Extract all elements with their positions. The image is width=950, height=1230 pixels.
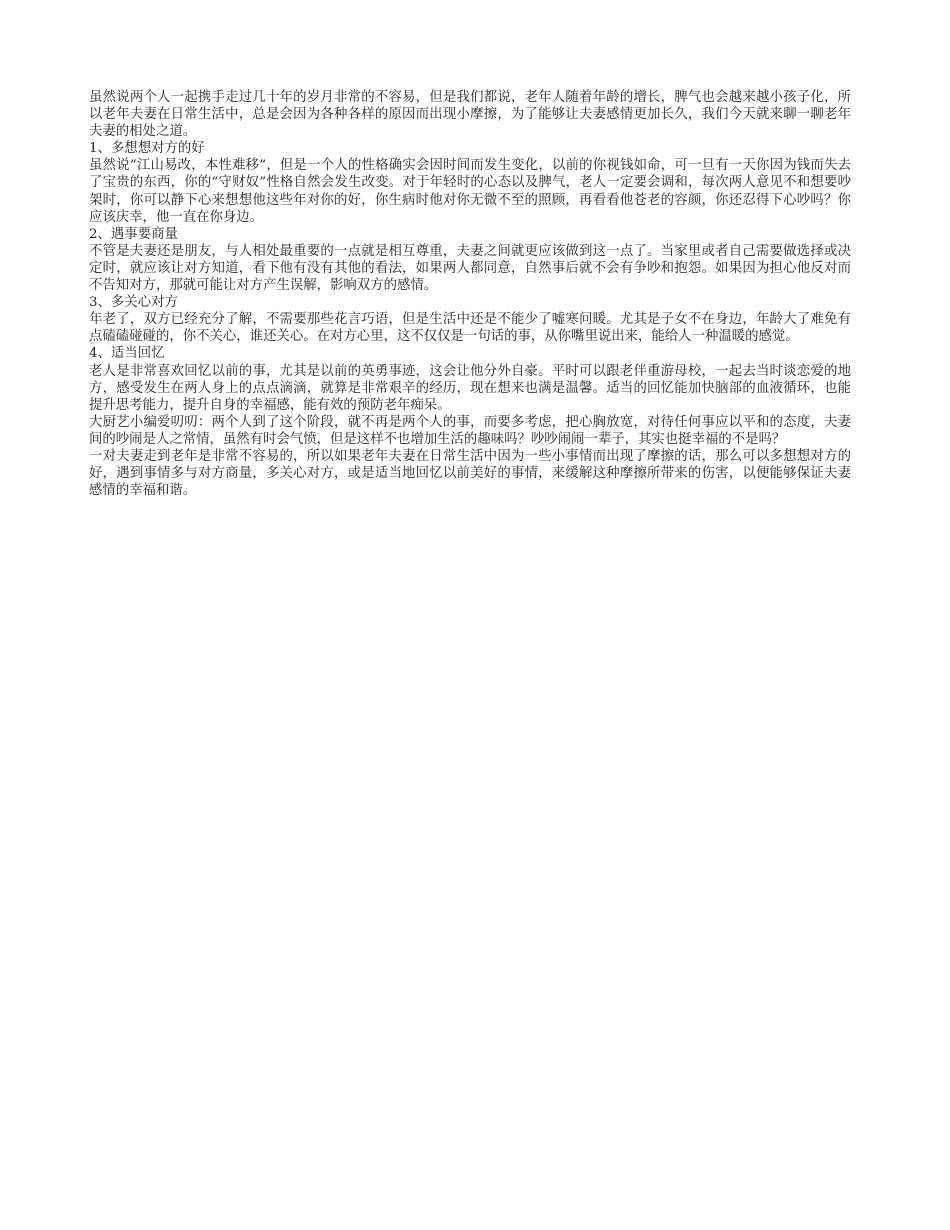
section-heading-4: 4、适当回忆	[89, 346, 165, 362]
section-heading-3: 3、多关心对方	[89, 295, 178, 311]
section-body-1: 虽然说“江山易改，本性难移”，但是一个人的性格确实会因时间而发生变化，以前的你视钱如命，可一旦有一天你因为钱而失去了宝贵的东西，你的“守财奴”性格自然会发生改变。对于年轻时的心态以及脾气，老人一定要会调和，每次两人意见不和想要吵架时，你可以静下心来想想他这些年对你的好，你生病时他对你无微不至的照顾，再看看他苍老的容颜，你还忍得下心吵吗？你应该庆幸，他一直在你身边。	[89, 158, 851, 225]
section-heading-2: 2、遇事要商量	[89, 226, 178, 242]
article-body	[89, 89, 851, 499]
section-heading-1: 1、多想想对方的好	[89, 141, 205, 157]
section-body-3: 年老了，双方已经充分了解，不需要那些花言巧语，但是生活中还是不能少了嘘寒问暖。尤其是子女不在身边，年龄大了难免有点磕磕碰碰的，你不关心，谁还关心。在对方心里，这不仅仅是一句话的事，从你嘴里说出来，能给人一种温暖的感觉。	[89, 312, 851, 345]
section-body-2: 不管是夫妻还是朋友，与人相处最重要的一点就是相互尊重，夫妻之间就更应该做到这一点了。当家里或者自己需要做选择或决定时，就应该让对方知道，看下他有没有其他的看法，如果两人都同意，自然事后就不会有争吵和抱怨。如果因为担心他反对而不告知对方，那就可能让对方产生误解，影响双方的感情。	[89, 243, 851, 294]
section-body-4: 老人是非常喜欢回忆以前的事，尤其是以前的英勇事迹，这会让他分外自豪。平时可以跟老伴重游母校，一起去当时谈恋爱的地方，感受发生在两人身上的点点滴滴，就算是非常艰辛的经历，现在想来也满是温馨。适当的回忆能加快脑部的血液循环，也能提升思考能力，提升自身的幸福感，能有效的预防老年痴呆。	[89, 363, 851, 413]
editor-note-paragraph: 大厨艺小编爱叨叨：两个人到了这个阶段，就不再是两个人的事，而要多考虑，把心胸放宽，对待任何事应以平和的态度，夫妻间的吵闹是人之常情，虽然有时会气愤，但是这样不也增加生活的趣味吗？吵吵闹闹一辈子，其实也挺幸福的不是吗？	[89, 414, 851, 447]
intro-paragraph: 虽然说两个人一起携手走过几十年的岁月非常的不容易，但是我们都说，老年人随着年龄的增长，脾气也会越来越小孩子化，所以老年夫妻在日常生活中，总是会因为各种各样的原因而出现小摩擦，为了能够让夫妻感情更加长久，我们今天就来聊一聊老年夫妻的相处之道。	[89, 90, 851, 140]
conclusion-paragraph: 一对夫妻走到老年是非常不容易的，所以如果老年夫妻在日常生活中因为一些小事情而出现了摩擦的话，那么可以多想想对方的好，遇到事情多与对方商量，多关心对方，或是适当地回忆以前美好的事情，来缓解这种摩擦所带来的伤害，以便能够保证夫妻感情的幸福和谐。	[89, 448, 851, 499]
